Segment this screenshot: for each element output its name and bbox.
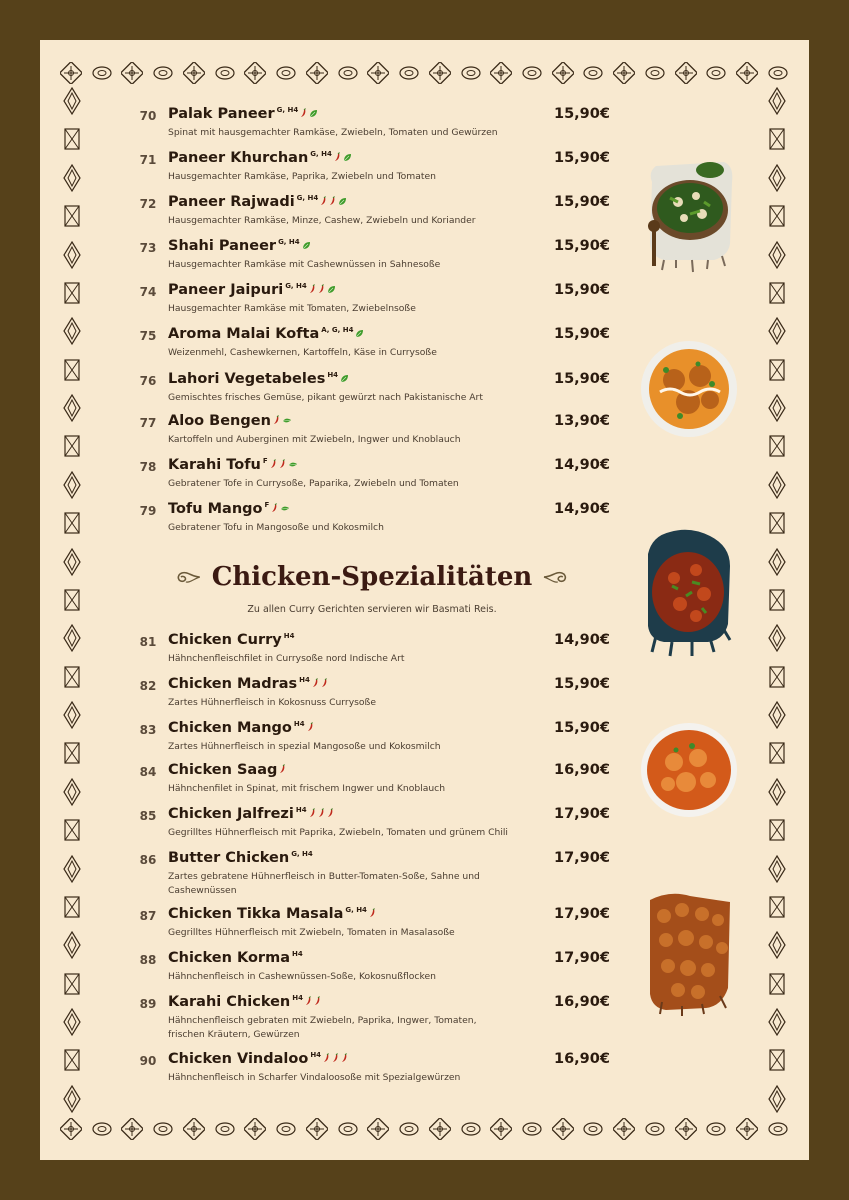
border-ornament-icon <box>61 1045 83 1075</box>
leaf-icon <box>338 194 347 210</box>
border-ornament-icon <box>766 930 788 960</box>
chili-icon <box>271 501 278 517</box>
chili-icon <box>279 457 286 473</box>
allergen-codes: H4 <box>327 371 339 380</box>
border-ornament-icon <box>61 700 83 730</box>
chicken-section-heading <box>172 562 572 592</box>
border-ornament-icon <box>675 1118 697 1140</box>
item-name-text: Palak Paneer <box>168 106 275 122</box>
chili-icon <box>334 150 341 166</box>
item-description: Zartes gebratene Hühnerfleisch in Butter-Tomaten-Soße, Sahne und Cashewnüssen <box>168 871 480 896</box>
border-ornament-icon <box>705 62 727 84</box>
border-ornament-icon <box>766 1045 788 1075</box>
border-ornament-icon <box>582 1118 604 1140</box>
border-ornament-icon <box>766 1084 788 1114</box>
leaf-icon <box>309 106 318 122</box>
item-number: 75 <box>139 329 157 343</box>
item-name-text: Shahi Paneer <box>168 238 277 254</box>
border-ornament-icon <box>60 62 82 84</box>
menu-page <box>40 40 809 1160</box>
border-ornament-icon <box>460 62 482 84</box>
border-ornament-icon <box>367 62 389 84</box>
item-price: 15,90€ <box>554 676 610 692</box>
border-ornament-icon <box>766 547 788 577</box>
allergen-codes: H4 <box>291 950 303 959</box>
border-ornament-icon <box>61 547 83 577</box>
item-name-text: Tofu Mango <box>168 501 263 517</box>
allergen-codes: H4 <box>299 676 310 685</box>
item-price: 15,90€ <box>554 326 610 342</box>
border-ornament-icon <box>552 62 574 84</box>
border-ornament-icon <box>337 1118 359 1140</box>
border-ornament-icon <box>61 892 83 922</box>
border-ornament-icon <box>521 62 543 84</box>
border-ornament-icon <box>767 1118 789 1140</box>
item-description: Hähnchenfleisch gebraten mit Zwiebeln, Paprika, Ingwer, Tomaten, frischen Kräutern, Gewürzen <box>168 1015 477 1040</box>
border-ornament-icon <box>244 62 266 84</box>
palak-paneer-dish-image <box>644 152 736 274</box>
allergen-codes: F <box>262 457 268 466</box>
allergen-codes: G, H4 <box>296 194 319 203</box>
border-ornament-icon <box>736 62 758 84</box>
border-ornament-icon <box>121 62 143 84</box>
item-price: 17,90€ <box>554 806 610 822</box>
flourish-right-icon <box>542 569 572 585</box>
item-number: 72 <box>139 197 157 211</box>
border-ornament-icon <box>460 1118 482 1140</box>
border-ornament-icon <box>61 470 83 500</box>
border-ornament-icon <box>61 278 83 308</box>
border-ornament-icon <box>61 623 83 653</box>
vegan-icon <box>288 457 298 473</box>
item-name <box>168 413 292 429</box>
border-ornament-icon <box>61 124 83 154</box>
item-number: 78 <box>139 460 157 474</box>
item-name-text: Butter Chicken <box>168 850 290 866</box>
allergen-codes: H4 <box>295 806 307 815</box>
border-ornament-icon <box>152 62 174 84</box>
item-description: Zartes Hühnerfleisch in spezial Mangosoße und Kokosmilch <box>168 741 441 752</box>
item-price: 15,90€ <box>554 720 610 736</box>
border-ornament-icon <box>490 1118 512 1140</box>
item-description: Hausgemachter Ramkäse mit Tomaten, Zwiebelnsoße <box>168 303 416 314</box>
item-name-text: Chicken Korma <box>168 950 290 966</box>
chili-icon <box>279 762 286 778</box>
item-name-text: Chicken Jalfrezi <box>168 806 294 822</box>
border-ornament-icon <box>766 1007 788 1037</box>
border-ornament-icon <box>521 1118 543 1140</box>
item-price: 16,90€ <box>554 994 610 1010</box>
border-ornament-icon <box>582 62 604 84</box>
border-ornament-icon <box>60 1118 82 1140</box>
border-ornament-icon <box>61 240 83 270</box>
border-ornament-icon <box>183 62 205 84</box>
item-description: Hähnchenfleisch in Cashewnüssen-Soße, Kokosnußflocken <box>168 971 436 982</box>
item-number: 82 <box>139 679 157 693</box>
item-price: 15,90€ <box>554 194 610 210</box>
border-ornament-icon <box>61 316 83 346</box>
item-price: 14,90€ <box>554 632 610 648</box>
chili-icon <box>321 676 328 692</box>
border-ornament-icon <box>367 1118 389 1140</box>
item-number: 71 <box>139 153 157 167</box>
item-price: 16,90€ <box>554 1051 610 1067</box>
border-ornament-icon <box>275 62 297 84</box>
border-ornament-icon <box>61 1084 83 1114</box>
border-ornament-icon <box>275 1118 297 1140</box>
border-ornament-icon <box>766 815 788 845</box>
ornamental-border-left <box>59 86 85 1114</box>
ornamental-border-top <box>60 60 789 86</box>
border-ornament-icon <box>121 1118 143 1140</box>
section-title: Chicken-Spezialitäten <box>211 562 533 592</box>
border-ornament-icon <box>152 1118 174 1140</box>
item-number: 85 <box>139 809 157 823</box>
item-price: 15,90€ <box>554 150 610 166</box>
chili-icon <box>327 806 334 822</box>
item-name <box>168 282 336 298</box>
item-number: 76 <box>139 374 157 388</box>
border-ornament-icon <box>398 1118 420 1140</box>
chili-icon <box>309 282 316 298</box>
border-ornament-icon <box>736 1118 758 1140</box>
item-price: 15,90€ <box>554 282 610 298</box>
vegan-icon <box>280 501 290 517</box>
item-name-text: Chicken Curry <box>168 632 282 648</box>
item-price: 13,90€ <box>554 413 610 429</box>
border-ornament-icon <box>766 700 788 730</box>
item-description: Weizenmehl, Cashewkernen, Kartoffeln, Käse in Currysoße <box>168 347 437 358</box>
item-number: 77 <box>139 416 157 430</box>
border-ornament-icon <box>766 355 788 385</box>
item-name <box>168 720 314 736</box>
border-ornament-icon <box>91 1118 113 1140</box>
border-ornament-icon <box>766 508 788 538</box>
border-ornament-icon <box>244 1118 266 1140</box>
border-ornament-icon <box>61 1007 83 1037</box>
item-description: Gegrilltes Hühnerfleisch mit Zwiebeln, Tomaten in Masalasoße <box>168 927 455 938</box>
chicken-pan-dish-image <box>642 526 736 660</box>
item-name-text: Karahi Tofu <box>168 457 261 473</box>
item-name-text: Paneer Jaipuri <box>168 282 284 298</box>
border-ornament-icon <box>61 815 83 845</box>
border-ornament-icon <box>766 163 788 193</box>
border-ornament-icon <box>766 854 788 884</box>
item-description: Kartoffeln und Auberginen mit Zwiebeln, Ingwer und Knoblauch <box>168 434 461 445</box>
item-description: Hausgemachter Ramkäse, Paprika, Zwiebeln und Tomaten <box>168 171 436 182</box>
chili-icon <box>329 194 336 210</box>
border-ornament-icon <box>61 662 83 692</box>
border-ornament-icon <box>766 470 788 500</box>
border-ornament-icon <box>766 662 788 692</box>
border-ornament-icon <box>613 62 635 84</box>
item-price: 14,90€ <box>554 501 610 517</box>
item-description: Gemischtes frisches Gemüse, pikant gewürzt nach Pakistanische Art <box>168 392 483 403</box>
border-ornament-icon <box>61 969 83 999</box>
item-name <box>168 238 311 254</box>
item-name-text: Aloo Bengen <box>168 413 271 429</box>
section-subtitle: Zu allen Curry Gerichten servieren wir Basmati Reis. <box>247 604 497 615</box>
allergen-codes: H4 <box>283 632 295 641</box>
border-ornament-icon <box>61 777 83 807</box>
item-number: 90 <box>139 1054 157 1068</box>
chicken-tikka-skewers-image <box>642 888 736 1016</box>
item-name <box>168 501 290 517</box>
item-name <box>168 371 349 387</box>
item-name-text: Karahi Chicken <box>168 994 291 1010</box>
item-price: 16,90€ <box>554 762 610 778</box>
item-name <box>168 106 318 122</box>
item-price: 15,90€ <box>554 238 610 254</box>
border-ornament-icon <box>767 62 789 84</box>
item-description: Zartes Hühnerfleisch in Kokosnuss Currysoße <box>168 697 376 708</box>
item-price: 15,90€ <box>554 106 610 122</box>
malai-kofta-dish-image <box>640 340 738 438</box>
border-ornament-icon <box>766 124 788 154</box>
border-ornament-icon <box>766 623 788 653</box>
border-ornament-icon <box>61 163 83 193</box>
item-name-text: Chicken Saag <box>168 762 278 778</box>
item-description: Hähnchenfilet in Spinat, mit frischem Ingwer und Knoblauch <box>168 783 446 794</box>
item-name-text: Paneer Khurchan <box>168 150 309 166</box>
item-name <box>168 632 294 648</box>
allergen-codes: G, H4 <box>291 850 313 859</box>
item-name-text: Paneer Rajwadi <box>168 194 295 210</box>
border-ornament-icon <box>766 201 788 231</box>
chili-icon <box>369 906 376 922</box>
allergen-codes: G, H4 <box>345 906 367 915</box>
item-number: 70 <box>139 109 157 123</box>
flourish-left-icon <box>172 569 202 585</box>
item-price: 17,90€ <box>554 950 610 966</box>
border-ornament-icon <box>490 62 512 84</box>
item-number: 86 <box>139 853 157 867</box>
chili-icon <box>300 106 307 122</box>
chili-icon <box>270 457 277 473</box>
chili-icon <box>312 676 319 692</box>
border-ornament-icon <box>306 1118 328 1140</box>
border-ornament-icon <box>429 62 451 84</box>
border-ornament-icon <box>675 62 697 84</box>
item-description: Hähnchenfleischfilet in Currysoße nord Indische Art <box>168 653 405 664</box>
border-ornament-icon <box>61 854 83 884</box>
allergen-codes: A, G, H4 <box>321 326 354 335</box>
border-ornament-icon <box>766 316 788 346</box>
chicken-curry-bowl-image <box>640 722 738 818</box>
leaf-icon <box>343 150 352 166</box>
item-name <box>168 906 376 922</box>
chili-icon <box>332 1051 339 1067</box>
allergen-codes: G, H4 <box>276 106 299 115</box>
border-ornament-icon <box>61 431 83 461</box>
item-name <box>168 326 364 342</box>
border-ornament-icon <box>644 1118 666 1140</box>
chili-icon <box>309 806 316 822</box>
chili-icon <box>314 994 321 1010</box>
border-ornament-icon <box>766 738 788 768</box>
border-ornament-icon <box>705 1118 727 1140</box>
border-ornament-icon <box>766 969 788 999</box>
border-ornament-icon <box>61 393 83 423</box>
item-name-text: Aroma Malai Kofta <box>168 326 320 342</box>
item-number: 73 <box>139 241 157 255</box>
item-price: 14,90€ <box>554 457 610 473</box>
vegan-icon <box>282 413 292 429</box>
item-number: 84 <box>139 765 157 779</box>
chili-icon <box>320 194 327 210</box>
item-name <box>168 994 321 1010</box>
chili-icon <box>305 994 312 1010</box>
border-ornament-icon <box>552 1118 574 1140</box>
item-description: Spinat mit hausgemachter Ramkäse, Zwiebeln, Tomaten und Gewürzen <box>168 127 498 138</box>
border-ornament-icon <box>766 777 788 807</box>
chili-icon <box>323 1051 330 1067</box>
leaf-icon <box>302 238 311 254</box>
border-ornament-icon <box>766 86 788 116</box>
border-ornament-icon <box>398 62 420 84</box>
allergen-codes: H4 <box>292 994 303 1003</box>
border-ornament-icon <box>613 1118 635 1140</box>
ornamental-border-bottom <box>60 1116 789 1142</box>
border-ornament-icon <box>61 930 83 960</box>
chili-icon <box>307 720 314 736</box>
item-name <box>168 850 313 866</box>
item-name <box>168 806 334 822</box>
item-description: Gegrilltes Hühnerfleisch mit Paprika, Zwiebeln, Tomaten und grünem Chili <box>168 827 508 838</box>
border-ornament-icon <box>61 738 83 768</box>
item-name-text: Chicken Madras <box>168 676 298 692</box>
border-ornament-icon <box>766 393 788 423</box>
item-number: 89 <box>139 997 157 1011</box>
border-ornament-icon <box>644 62 666 84</box>
item-number: 79 <box>139 504 157 518</box>
border-ornament-icon <box>766 278 788 308</box>
border-ornament-icon <box>61 585 83 615</box>
item-name <box>168 150 352 166</box>
allergen-codes: H4 <box>293 720 305 729</box>
item-name <box>168 676 328 692</box>
item-price: 17,90€ <box>554 850 610 866</box>
item-name-text: Chicken Mango <box>168 720 292 736</box>
border-ornament-icon <box>429 1118 451 1140</box>
leaf-icon <box>340 371 349 387</box>
chili-icon <box>273 413 280 429</box>
border-ornament-icon <box>91 62 113 84</box>
allergen-codes: F <box>264 501 270 510</box>
border-ornament-icon <box>61 355 83 385</box>
border-ornament-icon <box>61 201 83 231</box>
allergen-codes: G, H4 <box>285 282 307 291</box>
allergen-codes: G, H4 <box>278 238 300 247</box>
border-ornament-icon <box>766 585 788 615</box>
allergen-codes: G, H4 <box>310 150 332 159</box>
border-ornament-icon <box>214 62 236 84</box>
item-number: 83 <box>139 723 157 737</box>
leaf-icon <box>327 282 336 298</box>
item-name-text: Lahori Vegetabeles <box>168 371 326 387</box>
item-name <box>168 457 298 473</box>
item-name-text: Chicken Vindaloo <box>168 1051 309 1067</box>
chili-icon <box>318 806 325 822</box>
ornamental-border-right <box>764 86 790 1114</box>
item-price: 17,90€ <box>554 906 610 922</box>
border-ornament-icon <box>306 62 328 84</box>
item-description: Hähnchenfleisch in Scharfer Vindaloosoße mit Spezialgewürzen <box>168 1072 461 1083</box>
item-name-text: Chicken Tikka Masala <box>168 906 344 922</box>
leaf-icon <box>355 326 364 342</box>
item-description: Hausgemachter Ramkäse mit Cashewnüssen in Sahnesoße <box>168 259 441 270</box>
item-description: Gebratener Tofe in Currysoße, Paparika, Zwiebeln und Tomaten <box>168 478 459 489</box>
allergen-codes: H4 <box>310 1051 322 1060</box>
border-ornament-icon <box>766 431 788 461</box>
chili-icon <box>341 1051 348 1067</box>
item-number: 74 <box>139 285 157 299</box>
border-ornament-icon <box>214 1118 236 1140</box>
item-price: 15,90€ <box>554 371 610 387</box>
border-ornament-icon <box>337 62 359 84</box>
chili-icon <box>318 282 325 298</box>
border-ornament-icon <box>766 892 788 922</box>
item-number: 81 <box>139 635 157 649</box>
item-name <box>168 950 303 966</box>
border-ornament-icon <box>61 508 83 538</box>
item-number: 88 <box>139 953 157 967</box>
item-number: 87 <box>139 909 157 923</box>
border-ornament-icon <box>61 86 83 116</box>
border-ornament-icon <box>766 240 788 270</box>
border-ornament-icon <box>183 1118 205 1140</box>
item-name <box>168 194 347 210</box>
item-name <box>168 1051 348 1067</box>
item-name <box>168 762 286 778</box>
item-description: Gebratener Tofu in Mangosoße und Kokosmilch <box>168 522 384 533</box>
item-description: Hausgemachter Ramkäse, Minze, Cashew, Zwiebeln und Koriander <box>168 215 476 226</box>
